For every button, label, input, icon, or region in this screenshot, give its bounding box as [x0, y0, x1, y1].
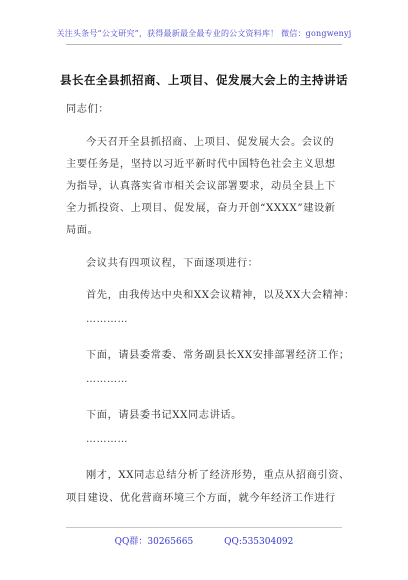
agenda-intro: 会议共有四项议程，下面逐项进行：: [86, 258, 259, 269]
paragraph1-line3: 为指导，认真落实省市相关会议部署要求，动员全县上下: [66, 181, 336, 192]
document-title: 县长在全县抓招商、上项目、促发展大会上的主持讲话: [60, 73, 348, 87]
header-banner: 关注头条号“公文研究”，获得最新最全最专业的公文资料库！ 微信：gongwenyj: [56, 29, 352, 38]
agenda-item-1: 首先，由我传达中央和XX会议精神，以及XX大会精神：: [86, 290, 355, 301]
paragraph1-line5: 局面。: [66, 225, 99, 236]
salutation: 同志们：: [66, 104, 110, 115]
footer: [0, 534, 408, 547]
closing-line2: 项目建设、优化营商环境三个方面，就今年经济工作进行: [66, 493, 336, 504]
footer-qq: QQ:535304092: [224, 537, 294, 547]
header-divider: [66, 44, 342, 45]
paragraph1-line2: 主要任务是，坚持以习近平新时代中国特色社会主义思想: [66, 159, 336, 170]
agenda-item-3: 下面，请县委书记XX同志讲话。: [86, 410, 242, 421]
footer-qq-group: QQ群：30265665: [114, 537, 194, 547]
closing-line1: 刚才，XX同志总结分析了经济形势，重点从招商引资、: [86, 470, 350, 481]
paragraph1-line4: 全力抓投资、上项目、促发展，奋力开创“XXXX”建设新: [66, 203, 336, 214]
ellipsis-1: …………: [86, 314, 128, 325]
paragraph1-line1: 今天召开全县抓招商、上项目、促发展大会。会议的: [86, 137, 335, 148]
agenda-item-2: 下面，请县委常委、常务副县长XX安排部署经济工作；: [86, 350, 350, 361]
ellipsis-3: …………: [86, 434, 128, 445]
footer-divider: [66, 527, 342, 528]
ellipsis-2: …………: [86, 374, 128, 385]
